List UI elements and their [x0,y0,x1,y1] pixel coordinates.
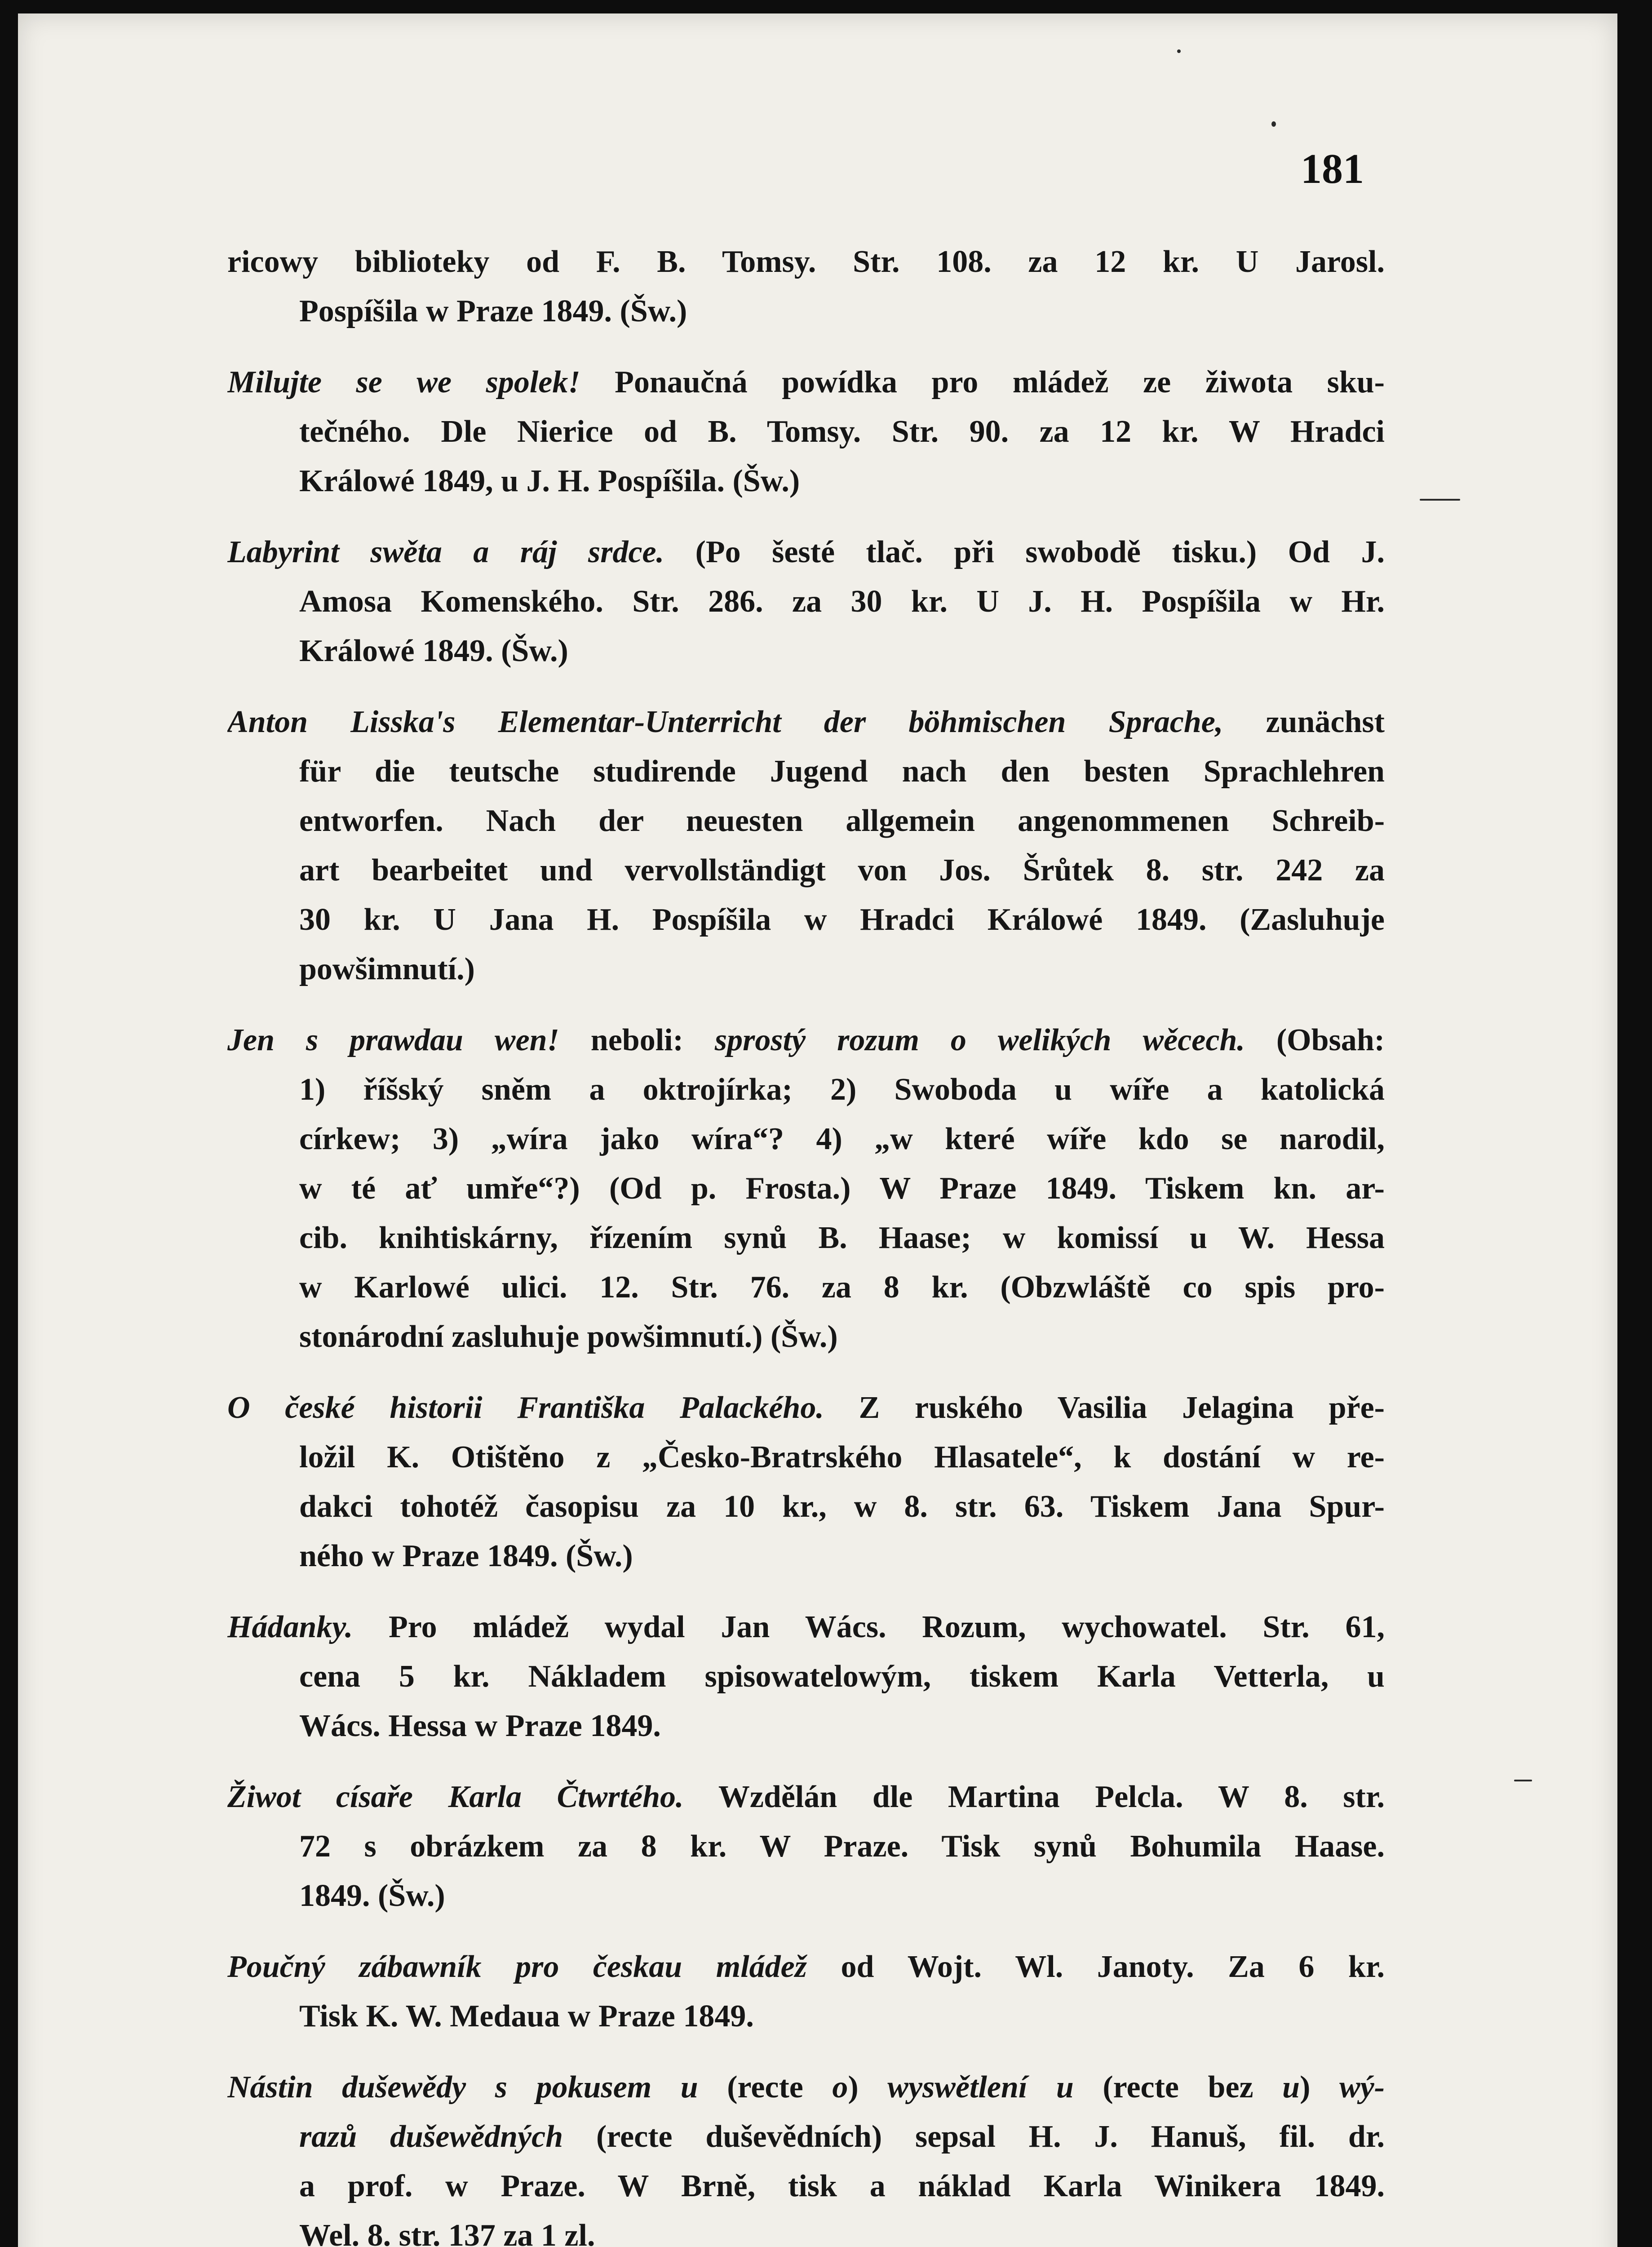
text-segment: ného w Praze 1849. (Šw.) [299,1539,633,1573]
entry-first-line [227,237,1385,287]
text-segment: (recte [698,2070,833,2105]
bibliography-entry [227,1603,1385,1751]
text-segment: stonárodní zasluhuje powšimnutí.) (Šw.) [299,1319,838,1354]
entry-line [227,1992,1385,2041]
text-segment: neboli: [559,1023,715,1057]
bibliography-entry [227,2063,1385,2247]
text-segment: cena 5 kr. Nákladem spisowatelowým, tiskem Karla Vetterla, u [299,1659,1385,1694]
entry-line [227,1701,1385,1751]
bibliography-entry [227,697,1385,994]
entry-first-line [227,1383,1385,1433]
entry-line [227,2112,1385,2162]
bibliography-entry [227,1383,1385,1581]
entry-first-line [227,358,1385,407]
title-italic: Labyrint swěta a ráj srdce. [227,535,664,569]
entry-line [227,2211,1385,2247]
entry-line [227,1652,1385,1701]
entry-line [227,1065,1385,1115]
entry-first-line [227,1942,1385,1992]
entry-line [227,626,1385,676]
text-segment: Wzdělán dle Martina Pelcla. W 8. str. [683,1780,1385,1814]
entry-line [227,1164,1385,1213]
bibliography-text [227,237,1385,2247]
entry-line [227,846,1385,895]
entry-line [227,895,1385,945]
text-segment: 1849. (Šw.) [299,1878,445,1913]
title-italic: O české historii Františka Palackého. [227,1390,824,1425]
text-segment: powšimnutí.) [299,952,475,986]
text-segment: Ponaučná powídka pro mládež ze žiwota sku- [580,365,1385,400]
scan-speck [1177,49,1181,53]
text-segment: a prof. w Praze. W Brně, tisk a náklad Karla Winikera 1849. [299,2169,1385,2203]
title-italic: sprostý rozum o welikých wěcech. [714,1023,1245,1057]
text-segment: Tisk K. W. Medaua w Praze 1849. [299,1999,754,2034]
text-segment: cib. knihtiskárny, řízením synů B. Haase; w komissí u W. Hessa [299,1221,1385,1255]
book-page [18,13,1617,2247]
title-italic: razů dušewědných [299,2119,563,2154]
text-segment: ricowy biblioteky od F. B. Tomsy. Str. 108. za 12 kr. U Jarosl. [227,244,1385,279]
entry-line [227,2162,1385,2211]
entry-line [227,747,1385,796]
title-italic: o [832,2070,848,2105]
entry-line [227,1871,1385,1921]
text-segment: 30 kr. U Jana H. Pospíšila w Hradci Králowé 1849. (Zasluhuje [299,902,1385,937]
text-segment: ložil K. Otištěno z „Česko-Bratrského Hlasatele“, k dostání w re- [299,1440,1385,1474]
entry-first-line [227,2063,1385,2112]
entry-first-line [227,1603,1385,1652]
title-italic: wyswětlení u [887,2070,1074,2105]
page-number: 181 [1301,146,1364,192]
entry-line [227,945,1385,994]
entry-line [227,457,1385,506]
entry-line [227,577,1385,626]
bibliography-entry [227,358,1385,506]
scan-speck [1271,121,1276,127]
text-segment: od Wojt. Wl. Janoty. Za 6 kr. [806,1949,1385,1984]
text-segment: ) [848,2070,888,2105]
text-segment: (Obsah: [1245,1023,1385,1057]
title-italic: Poučný zábawník pro českau mládež [227,1949,807,1984]
text-segment: Amosa Komenského. Str. 286. za 30 kr. U J. H. Pospíšila w Hr. [299,584,1385,619]
entry-line [227,1532,1385,1581]
entry-line [227,1263,1385,1312]
text-segment: Králowé 1849. (Šw.) [299,634,568,668]
title-italic: Anton Lisska's Elementar-Unterricht der böhmischen Sprache, [227,705,1223,739]
text-segment: Pospíšila w Praze 1849. (Šw.) [299,294,687,329]
entry-first-line [227,528,1385,577]
text-segment: Králowé 1849, u J. H. Pospíšila. (Šw.) [299,464,800,498]
text-segment: Wel. 8. str. 137 za 1 zl. [299,2218,595,2247]
text-segment: Wács. Hessa w Praze 1849. [299,1709,661,1743]
entry-line [227,287,1385,336]
entry-line [227,1822,1385,1871]
text-segment: tečného. Dle Nierice od B. Tomsy. Str. 90. za 12 kr. W Hradci [299,414,1385,449]
text-segment: art bearbeitet und vervollständigt von Jos. Šrůtek 8. str. 242 za [299,853,1385,888]
text-segment: 72 s obrázkem za 8 kr. W Praze. Tisk synů Bohumila Haase. [299,1829,1385,1864]
entry-line [227,1312,1385,1362]
entry-line [227,1433,1385,1482]
text-segment: církew; 3) „wíra jako wíra“? 4) „w které wíře kdo se narodil, [299,1122,1385,1156]
text-segment: (Po šesté tlač. při swobodě tisku.) Od J. [664,535,1385,569]
entry-first-line [227,697,1385,747]
bibliography-entry [227,1016,1385,1362]
text-segment: w té ať umře“?) (Od p. Frosta.) W Praze 1849. Tiskem kn. ar- [299,1171,1385,1206]
text-segment: ) [1300,2070,1339,2105]
entry-first-line [227,1016,1385,1065]
bibliography-entry [227,237,1385,336]
text-segment: zunächst [1223,705,1385,739]
entry-line [227,1213,1385,1263]
title-italic: u [1282,2070,1300,2105]
scan-speck [1420,499,1460,501]
entry-line [227,1482,1385,1532]
text-segment: (recte duševědních) sepsal H. J. Hanuš, fil. dr. [563,2119,1385,2154]
entry-line [227,407,1385,457]
title-italic: Žiwot císaře Karla Čtwrtého. [227,1780,684,1814]
text-segment: Z ruského Vasilia Jelagina pře- [824,1390,1385,1425]
entry-first-line [227,1772,1385,1822]
title-italic: wý- [1339,2070,1385,2105]
bibliography-entry [227,528,1385,676]
scan-speck [1514,1780,1532,1781]
text-segment: 1) říšský sněm a oktrojírka; 2) Swoboda u wíře a katolická [299,1072,1385,1107]
entry-line [227,796,1385,846]
title-italic: Nástin dušewědy s pokusem u [227,2070,698,2105]
entry-line [227,1115,1385,1164]
text-segment: entworfen. Nach der neuesten allgemein angenommenen Schreib- [299,804,1385,838]
bibliography-entry [227,1942,1385,2041]
text-segment: w Karlowé ulici. 12. Str. 76. za 8 kr. (Obzwláště co spis pro- [299,1270,1385,1305]
bibliography-entry [227,1772,1385,1921]
text-segment: Pro mládež wydal Jan Wács. Rozum, wychowatel. Str. 61, [353,1610,1385,1644]
title-italic: Hádanky. [227,1610,353,1644]
text-segment: dakci tohotéž časopisu za 10 kr., w 8. str. 63. Tiskem Jana Spur- [299,1489,1385,1524]
title-italic: Milujte se we spolek! [227,365,580,400]
text-segment: (recte bez [1073,2070,1283,2105]
text-segment: für die teutsche studirende Jugend nach den besten Sprachlehren [299,754,1385,789]
title-italic: Jen s prawdau wen! [227,1023,559,1057]
